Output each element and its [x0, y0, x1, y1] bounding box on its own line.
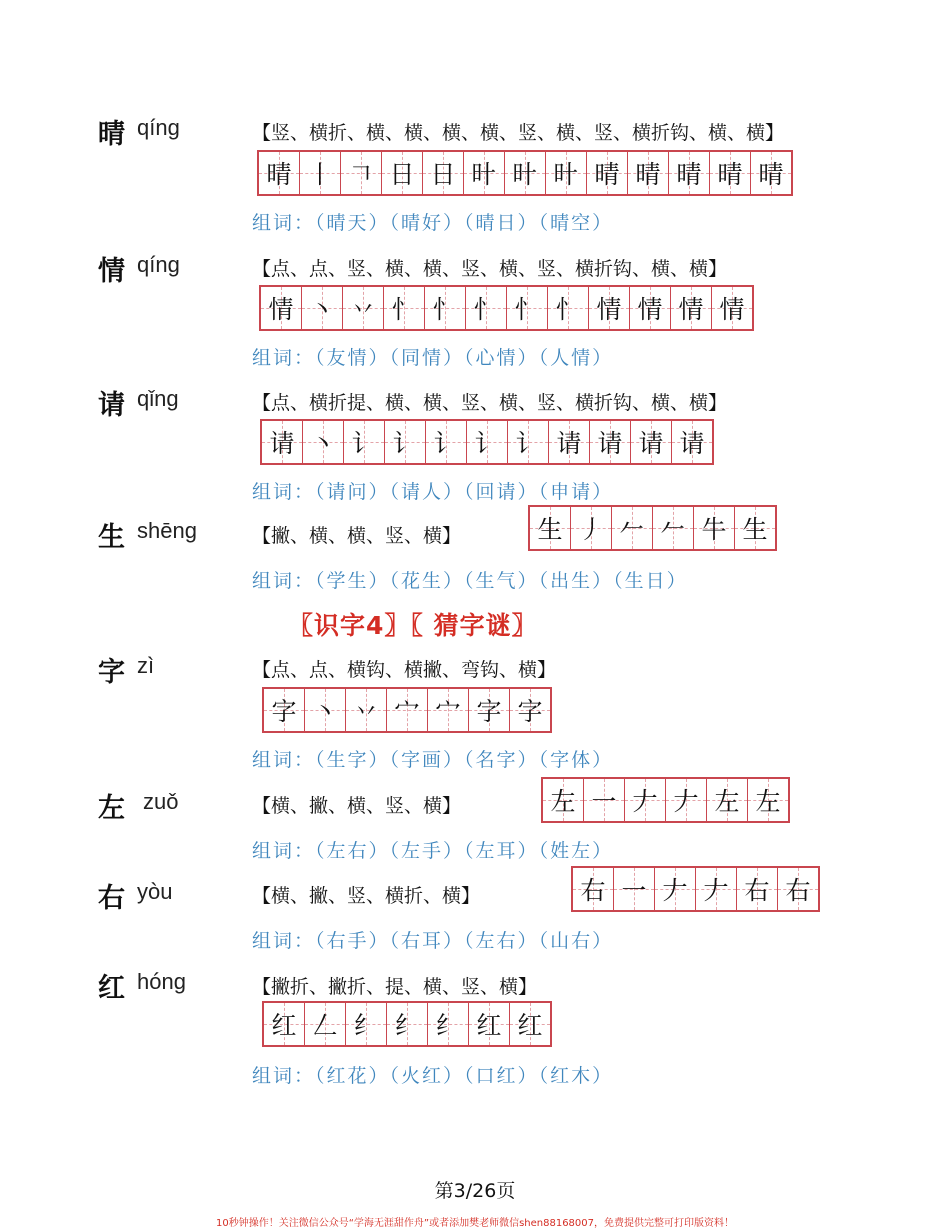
- word-list: [252, 1061, 613, 1088]
- pinyin: qíng: [137, 252, 180, 277]
- stroke-cell: [546, 152, 587, 194]
- stroke-cell: [426, 421, 467, 463]
- word-list: [252, 477, 613, 504]
- stroke-step: 𠂇: [632, 787, 658, 816]
- stroke-step: 红: [476, 1011, 502, 1040]
- word-item: （同情）: [389, 347, 465, 369]
- stroke-cell: [584, 779, 625, 821]
- stroke-cell: [264, 689, 305, 731]
- stroke-step: 生: [537, 515, 563, 544]
- stroke-cell: [630, 287, 671, 329]
- character: 左: [98, 793, 125, 824]
- stroke-step: 情: [678, 295, 704, 324]
- stroke-cell: [262, 421, 303, 463]
- stroke-cell: [261, 287, 302, 329]
- stroke-order-text: 【点、点、横钩、横撇、弯钩、横】: [252, 659, 557, 681]
- stroke-step: 丷: [353, 697, 379, 726]
- stroke-step: 左: [550, 787, 576, 816]
- stroke-step: 纟: [394, 1011, 420, 1040]
- stroke-step: 讠: [392, 429, 418, 458]
- word-item: （花生）: [389, 570, 465, 592]
- stroke-step: 日: [430, 160, 456, 189]
- word-item: （生日）: [613, 570, 688, 592]
- stroke-cell: [510, 689, 550, 731]
- stroke-step: 𠃍: [348, 160, 374, 189]
- stroke-grid: [571, 866, 820, 912]
- stroke-grid: [257, 150, 793, 196]
- page-number: 第3/26页: [434, 1180, 516, 1202]
- stroke-step: 晴: [594, 160, 620, 189]
- word-item: （左耳）: [464, 840, 539, 862]
- stroke-step: 字: [271, 697, 297, 726]
- stroke-cell: [587, 152, 628, 194]
- word-item: （火红）: [389, 1065, 465, 1087]
- stroke-cell: [573, 868, 614, 910]
- stroke-cell: [346, 689, 387, 731]
- word-item: （友情）: [315, 347, 390, 369]
- stroke-cell: [341, 152, 382, 194]
- pinyin: shēng: [137, 518, 197, 543]
- stroke-cell: [710, 152, 751, 194]
- pinyin: zì: [137, 653, 155, 678]
- character: 生: [98, 522, 125, 553]
- word-item: （左手）: [389, 840, 465, 862]
- stroke-grid: [259, 285, 754, 331]
- stroke-order-text: 【横、撇、竖、横折、横】: [252, 885, 481, 907]
- stroke-step: 晴: [758, 160, 784, 189]
- stroke-step: 丶: [310, 429, 336, 458]
- stroke-cell: [737, 868, 778, 910]
- stroke-step: 日: [389, 160, 415, 189]
- word-item: （晴好）: [389, 212, 465, 234]
- word-item: （请问）: [315, 481, 390, 503]
- stroke-step: 红: [271, 1011, 297, 1040]
- stroke-cell: [467, 421, 508, 463]
- stroke-grid: [528, 505, 777, 551]
- word-item: （红木）: [538, 1065, 614, 1087]
- stroke-step: 生: [742, 515, 768, 544]
- word-item: （口红）: [464, 1065, 539, 1087]
- stroke-cell: [631, 421, 672, 463]
- stroke-cell: [507, 287, 548, 329]
- word-item: （字画）: [389, 749, 465, 771]
- stroke-order-text: 【撇、横、横、竖、横】: [252, 525, 462, 547]
- stroke-cell: [625, 779, 666, 821]
- stroke-cell: [264, 1003, 305, 1045]
- stroke-cell: [548, 287, 589, 329]
- stroke-cell: [425, 287, 466, 329]
- character: 右: [98, 883, 125, 914]
- word-item: （出生）: [538, 570, 614, 592]
- word-list: [252, 343, 613, 370]
- stroke-step: 忄: [473, 295, 499, 324]
- stroke-step: 请: [638, 429, 664, 458]
- stroke-cell: [751, 152, 791, 194]
- stroke-step: 丷: [350, 295, 376, 324]
- stroke-cell: [655, 868, 696, 910]
- stroke-cell: [387, 689, 428, 731]
- stroke-step: 𠂇: [662, 876, 688, 905]
- word-item: （右耳）: [389, 930, 465, 952]
- word-item: （人情）: [538, 347, 614, 369]
- stroke-step: 晴: [676, 160, 702, 189]
- word-label: 组词：: [252, 930, 316, 952]
- stroke-step: 旪: [553, 160, 579, 189]
- stroke-step: 纟: [353, 1011, 379, 1040]
- stroke-step: 右: [580, 876, 606, 905]
- stroke-step: 丨: [307, 160, 333, 189]
- stroke-step: 情: [637, 295, 663, 324]
- stroke-order-text: 【竖、横折、横、横、横、横、竖、横、竖、横折钩、横、横】: [252, 122, 785, 144]
- word-item: （名字）: [464, 749, 539, 771]
- character: 请: [98, 390, 125, 421]
- word-item: （姓左）: [538, 840, 614, 862]
- word-label: 组词：: [252, 570, 316, 592]
- stroke-step: 左: [714, 787, 740, 816]
- stroke-step: 讠: [515, 429, 541, 458]
- word-list: [252, 745, 613, 772]
- stroke-step: 𠂉: [660, 515, 686, 544]
- word-list: [252, 566, 688, 593]
- pinyin: zuǒ: [143, 789, 179, 814]
- stroke-cell: [303, 421, 344, 463]
- footer-notice: 10秒钟操作！关注微信公众号“学海无涯甜作舟”或者添加樊老师微信shen88168007，免费提供完整可打印版资料！: [215, 1218, 735, 1229]
- word-item: （请人）: [389, 481, 465, 503]
- stroke-cell: [466, 287, 507, 329]
- stroke-step: 忄: [555, 295, 581, 324]
- word-label: 组词：: [252, 347, 316, 369]
- character: 红: [98, 973, 125, 1004]
- word-item: （红花）: [315, 1065, 390, 1087]
- stroke-cell: [469, 689, 510, 731]
- stroke-order-text: 【点、点、竖、横、横、竖、横、竖、横折钩、横、横】: [252, 258, 728, 280]
- stroke-step: 丶: [309, 295, 335, 324]
- stroke-step: 字: [476, 697, 502, 726]
- word-label: 组词：: [252, 840, 316, 862]
- stroke-cell: [669, 152, 710, 194]
- stroke-step: 𠃋: [312, 1011, 338, 1040]
- stroke-step: 晴: [266, 160, 292, 189]
- stroke-cell: [590, 421, 631, 463]
- stroke-order-text: 【撇折、撇折、提、横、竖、横】: [252, 976, 538, 998]
- stroke-step: 晴: [717, 160, 743, 189]
- stroke-cell: [671, 287, 712, 329]
- stroke-step: 请: [679, 429, 705, 458]
- word-item: （晴天）: [315, 212, 390, 234]
- stroke-step: 红: [517, 1011, 543, 1040]
- stroke-cell: [653, 507, 694, 549]
- stroke-cell: [469, 1003, 510, 1045]
- stroke-step: 情: [268, 295, 294, 324]
- stroke-cell: [628, 152, 669, 194]
- stroke-step: 讠: [474, 429, 500, 458]
- pinyin: hóng: [137, 969, 186, 994]
- stroke-grid: [262, 1001, 552, 1047]
- stroke-step: 请: [556, 429, 582, 458]
- stroke-cell: [694, 507, 735, 549]
- stroke-cell: [382, 152, 423, 194]
- word-item: （申请）: [538, 481, 614, 503]
- stroke-cell: [666, 779, 707, 821]
- stroke-cell: [510, 1003, 550, 1045]
- word-item: （字体）: [538, 749, 614, 771]
- stroke-step: 请: [269, 429, 295, 458]
- word-item: （右手）: [315, 930, 390, 952]
- stroke-step: 右: [785, 876, 811, 905]
- stroke-step: 讠: [433, 429, 459, 458]
- stroke-cell: [712, 287, 752, 329]
- word-item: （晴空）: [538, 212, 614, 234]
- stroke-cell: [346, 1003, 387, 1045]
- stroke-cell: [748, 779, 788, 821]
- stroke-cell: [778, 868, 818, 910]
- word-list: [252, 836, 613, 863]
- stroke-step: 情: [719, 295, 745, 324]
- stroke-grid: [262, 687, 552, 733]
- stroke-cell: [543, 779, 584, 821]
- stroke-step: 𠂉: [619, 515, 645, 544]
- stroke-step: 丶: [312, 697, 338, 726]
- stroke-cell: [707, 779, 748, 821]
- word-item: （生字）: [315, 749, 390, 771]
- word-label: 组词：: [252, 1065, 316, 1087]
- stroke-step: 忄: [514, 295, 540, 324]
- stroke-cell: [343, 287, 384, 329]
- stroke-step: 晴: [635, 160, 661, 189]
- word-label: 组词：: [252, 749, 316, 771]
- stroke-step: 宀: [394, 697, 420, 726]
- word-item: （左右）: [464, 930, 539, 952]
- stroke-cell: [423, 152, 464, 194]
- word-list: [252, 926, 613, 953]
- stroke-cell: [384, 287, 425, 329]
- stroke-step: 丿: [578, 515, 604, 544]
- stroke-cell: [672, 421, 712, 463]
- stroke-step: 左: [755, 787, 781, 816]
- pinyin: qíng: [137, 115, 180, 140]
- stroke-step: 忄: [391, 295, 417, 324]
- word-label: 组词：: [252, 212, 316, 234]
- stroke-cell: [530, 507, 571, 549]
- stroke-cell: [385, 421, 426, 463]
- stroke-cell: [696, 868, 737, 910]
- word-item: （生气）: [464, 570, 539, 592]
- word-item: （左右）: [315, 840, 390, 862]
- stroke-cell: [305, 1003, 346, 1045]
- stroke-cell: [614, 868, 655, 910]
- stroke-order-text: 【点、横折提、横、横、竖、横、竖、横折钩、横、横】: [252, 392, 728, 414]
- stroke-cell: [735, 507, 775, 549]
- stroke-cell: [305, 689, 346, 731]
- stroke-order-text: 【横、撇、横、竖、横】: [252, 795, 462, 817]
- stroke-cell: [549, 421, 590, 463]
- stroke-cell: [571, 507, 612, 549]
- character: 字: [98, 657, 125, 688]
- stroke-step: 忄: [432, 295, 458, 324]
- stroke-step: 请: [597, 429, 623, 458]
- stroke-step: 宀: [435, 697, 461, 726]
- stroke-cell: [344, 421, 385, 463]
- stroke-step: 情: [596, 295, 622, 324]
- stroke-step: 一: [591, 787, 617, 816]
- pinyin: yòu: [137, 879, 173, 904]
- stroke-grid: [541, 777, 790, 823]
- stroke-cell: [508, 421, 549, 463]
- stroke-cell: [612, 507, 653, 549]
- word-item: （晴日）: [464, 212, 539, 234]
- stroke-cell: [589, 287, 630, 329]
- word-item: （回请）: [464, 481, 539, 503]
- word-label: 组词：: [252, 481, 316, 503]
- stroke-step: 牛: [701, 515, 727, 544]
- stroke-step: 旪: [471, 160, 497, 189]
- stroke-cell: [428, 689, 469, 731]
- stroke-cell: [387, 1003, 428, 1045]
- stroke-step: 旪: [512, 160, 538, 189]
- stroke-step: 纟: [435, 1011, 461, 1040]
- stroke-cell: [259, 152, 300, 194]
- word-list: [252, 208, 613, 235]
- stroke-cell: [428, 1003, 469, 1045]
- stroke-step: 右: [744, 876, 770, 905]
- pinyin: qǐng: [137, 386, 179, 411]
- stroke-cell: [302, 287, 343, 329]
- stroke-cell: [464, 152, 505, 194]
- stroke-grid: [260, 419, 714, 465]
- stroke-step: 字: [517, 697, 543, 726]
- stroke-cell: [300, 152, 341, 194]
- section-title: 〖识字4〗〖 猜字谜〗: [288, 611, 538, 640]
- word-item: （山右）: [538, 930, 614, 952]
- stroke-step: 𠂇: [673, 787, 699, 816]
- stroke-cell: [505, 152, 546, 194]
- character: 晴: [98, 119, 125, 150]
- stroke-step: 讠: [351, 429, 377, 458]
- stroke-step: 一: [621, 876, 647, 905]
- stroke-step: 𠂇: [703, 876, 729, 905]
- character: 情: [98, 256, 125, 287]
- word-item: （学生）: [315, 570, 390, 592]
- word-item: （心情）: [464, 347, 539, 369]
